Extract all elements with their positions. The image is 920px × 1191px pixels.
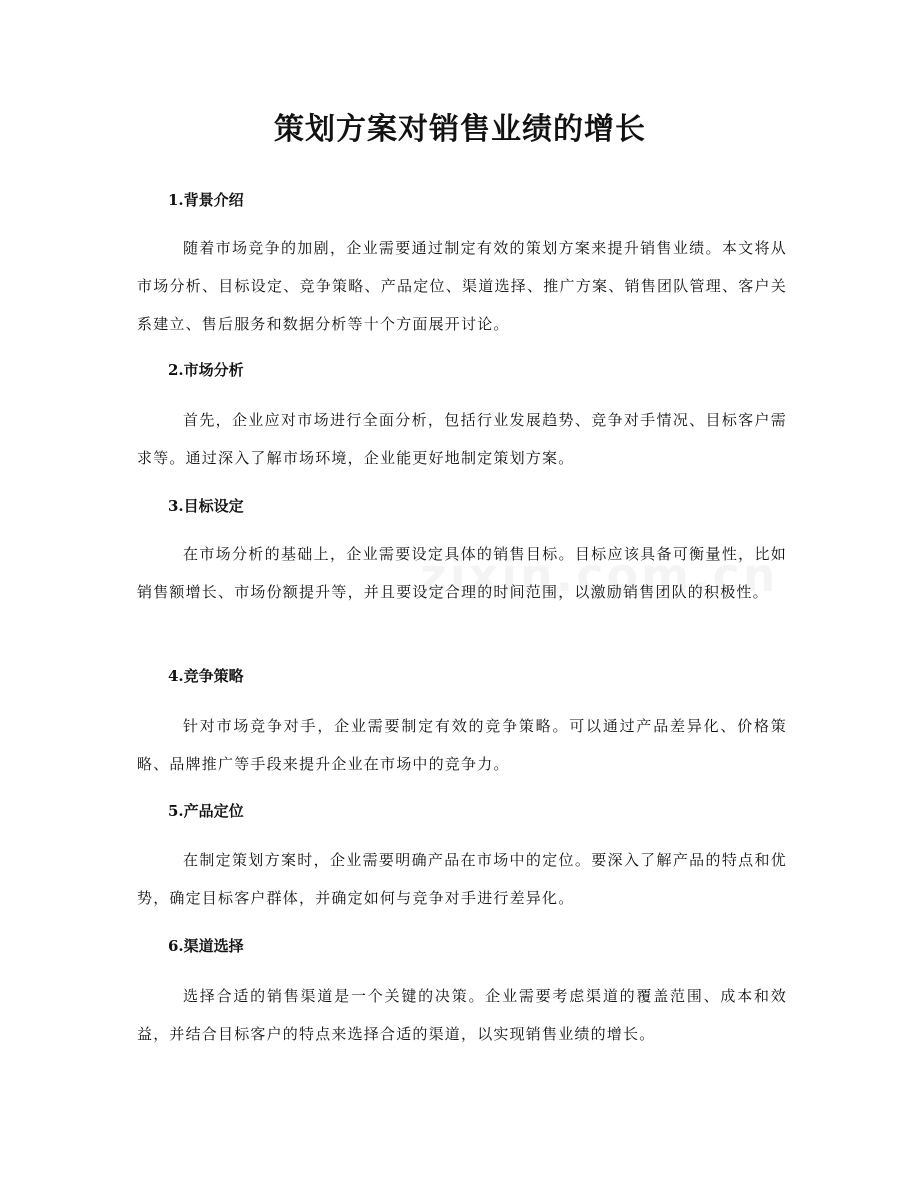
section-body-market-analysis: 首先，企业应对市场进行全面分析，包括行业发展趋势、竞争对手情况、目标客户需求等。通过深入了解市场环境，企业能更好地制定策划方案。: [137, 411, 787, 467]
section-heading-competition-strategy: 4.竞争策略: [168, 667, 244, 685]
section-body-channel-selection: 选择合适的销售渠道是一个关键的决策。企业需要考虑渠道的覆盖范围、成本和效益，并结合目标客户的特点来选择合适的渠道，以实现销售业绩的增长。: [137, 987, 787, 1043]
section-heading-market-analysis: 2.市场分析: [168, 361, 244, 379]
section-heading-product-positioning: 5.产品定位: [168, 802, 244, 820]
document-title: 策划方案对销售业绩的增长: [274, 112, 646, 147]
section-heading-goal-setting: 3.目标设定: [168, 497, 244, 515]
section-body-product-positioning: 在制定策划方案时，企业需要明确产品在市场中的定位。要深入了解产品的特点和优势，确定目标客户群体，并确定如何与竞争对手进行差异化。: [137, 851, 787, 907]
section-body-background: 随着市场竞争的加剧，企业需要通过制定有效的策划方案来提升销售业绩。本文将从市场分析、目标设定、竞争策略、产品定位、渠道选择、推广方案、销售团队管理、客户关系建立、售后服务和数据分析等十个方面展开讨论。: [137, 239, 787, 333]
section-body-competition-strategy: 针对市场竞争对手，企业需要制定有效的竞争策略。可以通过产品差异化、价格策略、品牌推广等手段来提升企业在市场中的竞争力。: [137, 717, 787, 773]
section-body-goal-setting: 在市场分析的基础上，企业需要设定具体的销售目标。目标应该具备可衡量性，比如销售额增长、市场份额提升等，并且要设定合理的时间范围，以激励销售团队的积极性。: [137, 545, 787, 601]
section-heading-channel-selection: 6.渠道选择: [168, 937, 244, 955]
section-heading-background: 1.背景介绍: [168, 191, 244, 209]
